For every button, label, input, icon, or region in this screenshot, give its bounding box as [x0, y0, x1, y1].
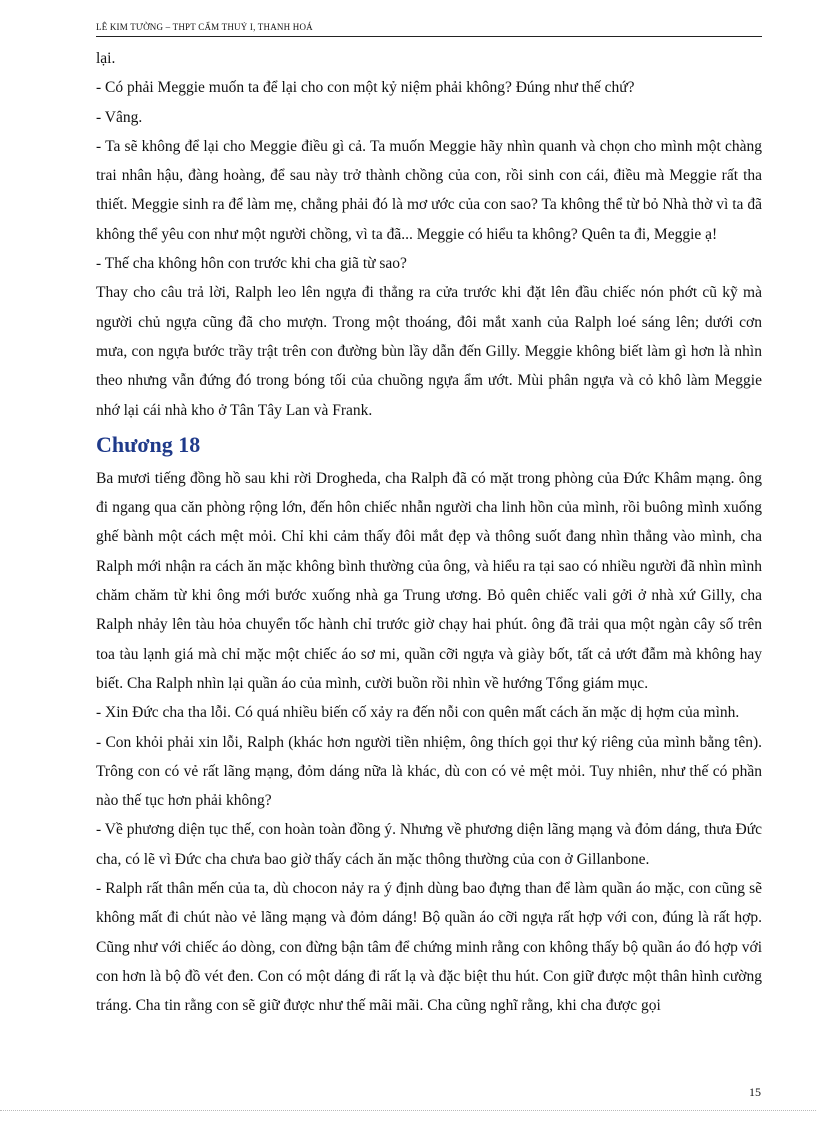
paragraph: - Về phương diện tục thế, con hoàn toàn đồng ý. Nhưng về phương diện lãng mạng và đỏm dáng, thưa Đức cha, có lẽ vì Đức cha chưa bao giờ thấy cách ăn mặc thông thường của con ở Gillanbone.: [96, 821, 762, 868]
paragraph: - Vâng.: [96, 108, 143, 126]
paragraph: Ba mươi tiếng đồng hồ sau khi rời Drogheda, cha Ralph đã có mặt trong phòng của Đức Khâm mạng. ông đi ngang qua căn phòng rộng lớn, đến hôn chiếc nhẫn người cha linh hồn của mình, rồi buông mình xuống ghế bành một cách mệt mỏi. Chỉ khi cảm thấy đôi mắt đẹp và thông suốt đang nhìn thẳng vào mình, cha Ralph mới nhận ra cách ăn mặc không bình thường của ông, và hiểu ra tại sao có nhiều người đã nhìn mình chăm chăm từ khi ông mới bước xuống nhà ga Trung ương. Bỏ quên chiếc vali gởi ở nhà xứ Gilly, cha Ralph nhảy lên tàu hỏa chuyển tốc hành chỉ trước giờ chạy hai phút. ông đã trải qua một ngàn cây số trên toa tàu lạnh giá mà chỉ mặc một chiếc áo sơ mi, quần cỡi ngựa và giày bốt, tất cả ướt đẫm mà không hay biết. Cha Ralph nhìn lại quần áo của mình, cười buồn rồi nhìn về hướng Tổng giám mục.: [96, 469, 762, 692]
paragraphs-after-chapter: [96, 464, 762, 1021]
page-header: LÊ KIM TƯỜNG – THPT CẨM THUỶ I, THANH HOÁ: [96, 22, 762, 37]
paragraph: - Xin Đức cha tha lỗi. Có quá nhiều biến cố xảy ra đến nỗi con quên mất cách ăn mặc dị hợm của mình.: [96, 704, 740, 722]
paragraph: - Ta sẽ không để lại cho Meggie điều gì cả. Ta muốn Meggie hãy nhìn quanh và chọn cho mình một chàng trai nhân hậu, đàng hoàng, để sau này trở thành chồng của con, rồi sinh con cái, điều mà Meggie rất tha thiết. Meggie sinh ra để làm mẹ, chẳng phải đó là mơ ước của con sao? Ta không thể từ bỏ Nhà thờ vì ta đã không thể yêu con như một người chồng, vì ta đã... Meggie có hiểu ta không? Quên ta đi, Meggie ạ!: [96, 137, 762, 243]
paragraphs-before-chapter: [96, 44, 762, 425]
chapter-title: Chương 18: [96, 431, 201, 457]
paragraph: - Con khỏi phải xin lỗi, Ralph (khác hơn người tiền nhiệm, ông thích gọi thư ký riêng của mình bằng tên). Trông con có vẻ rất lãng mạng, đỏm dáng nữa là khác, dù con có vẻ mệt mỏi. Tuy nhiên, như thế có phần nào thế tục hơn phải không?: [96, 733, 762, 810]
page-footer-divider: [0, 1110, 816, 1111]
paragraph: lại.: [96, 50, 116, 67]
paragraph: - Có phải Meggie muốn ta để lại cho con một kỷ niệm phải không? Đúng như thế chứ?: [96, 79, 635, 97]
document-body: [96, 44, 762, 1021]
paragraph: Thay cho câu trả lời, Ralph leo lên ngựa đi thẳng ra cửa trước khi đặt lên đầu chiếc nón phớt cũ kỹ mà người chủ ngựa cũng đã cho mượn. Trong một thoáng, đôi mắt xanh của Ralph loé sáng lên; dưới cơn mưa, con ngựa bước trầy trật trên con đường bùn lầy dẫn đến Gilly. Meggie không biết làm gì hơn là nhìn theo nhưng vẫn đứng đó trong bóng tối của chuồng ngựa ẩm ướt. Mùi phân ngựa và cỏ khô làm Meggie nhớ lại cái nhà kho ở Tân Tây Lan và Frank.: [96, 284, 762, 419]
paragraph: - Ralph rất thân mến của ta, dù chocon nảy ra ý định dùng bao đựng than để làm quần áo mặc, con cũng sẽ không mất đi chút nào vẻ lãng mạng và đỏm dáng! Bộ quần áo cỡi ngựa rất hợp với con, đúng là rất hợp. Cũng như với chiếc áo dòng, con đừng bận tâm để chứng minh rằng con không thấy bộ quần áo đó hợp với con hơn là bộ đồ vét đen. Con có một dáng đi rất lạ và đặc biệt thu hút. Con giữ được một thân hình cường tráng. Cha tin rằng con sẽ giữ được như thế mãi mãi. Cha cũng nghĩ rằng, khi cha được gọi: [96, 880, 762, 1015]
paragraph: - Thế cha không hôn con trước khi cha giã từ sao?: [96, 255, 407, 273]
page-number: 15: [749, 1085, 761, 1099]
